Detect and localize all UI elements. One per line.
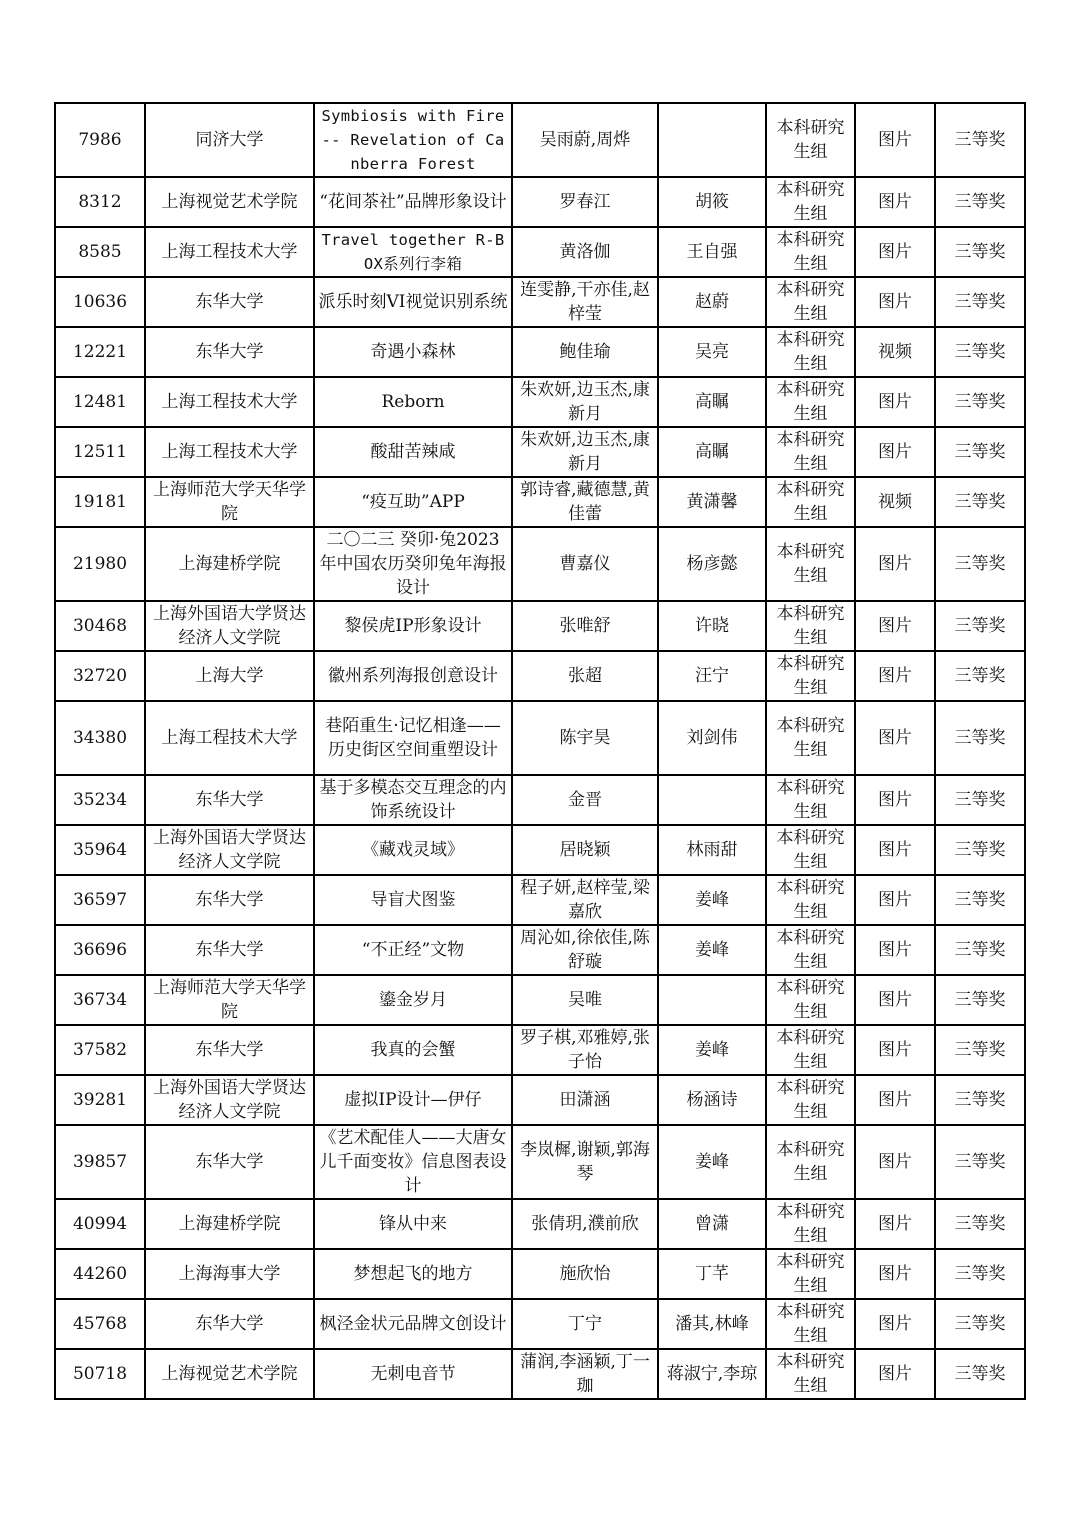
work-id-cell: 37582 <box>55 1025 145 1075</box>
school-cell: 上海建桥学院 <box>145 527 314 601</box>
work-title-cell: 鎏金岁月 <box>314 975 512 1025</box>
work-type-cell: 图片 <box>855 427 935 477</box>
table-body <box>55 103 1025 1399</box>
school-cell: 同济大学 <box>145 103 314 177</box>
authors-cell: 丁宁 <box>512 1299 658 1349</box>
work-type-cell: 图片 <box>855 875 935 925</box>
work-type-cell: 图片 <box>855 651 935 701</box>
work-type-cell: 图片 <box>855 1125 935 1199</box>
authors-cell: 程子妍,赵梓莹,梁嘉欣 <box>512 875 658 925</box>
advisor-cell: 丁芊 <box>658 1249 766 1299</box>
table-row <box>55 775 1025 825</box>
work-type-cell: 图片 <box>855 925 935 975</box>
table-row <box>55 103 1025 177</box>
work-id-cell: 36597 <box>55 875 145 925</box>
work-title-cell: Reborn <box>314 377 512 427</box>
work-id-cell: 32720 <box>55 651 145 701</box>
school-cell: 东华大学 <box>145 925 314 975</box>
table-row <box>55 1349 1025 1399</box>
work-type-cell: 图片 <box>855 825 935 875</box>
work-id-cell: 44260 <box>55 1249 145 1299</box>
group-cell: 本科研究生组 <box>766 825 855 875</box>
advisor-cell: 高瞩 <box>658 427 766 477</box>
work-id-cell: 36734 <box>55 975 145 1025</box>
table-row <box>55 477 1025 527</box>
school-cell: 上海建桥学院 <box>145 1199 314 1249</box>
work-id-cell: 7986 <box>55 103 145 177</box>
work-title-cell: 梦想起飞的地方 <box>314 1249 512 1299</box>
award-cell: 三等奖 <box>935 1075 1025 1125</box>
advisor-cell <box>658 975 766 1025</box>
advisor-cell: 姜峰 <box>658 875 766 925</box>
award-table <box>54 102 1026 1400</box>
group-cell: 本科研究生组 <box>766 775 855 825</box>
work-id-cell: 36696 <box>55 925 145 975</box>
work-id-cell: 35234 <box>55 775 145 825</box>
advisor-cell: 杨彦懿 <box>658 527 766 601</box>
work-title-cell: 奇遇小森林 <box>314 327 512 377</box>
work-id-cell: 39857 <box>55 1125 145 1199</box>
school-cell: 东华大学 <box>145 775 314 825</box>
advisor-cell: 刘剑伟 <box>658 701 766 775</box>
work-title-cell: “不正经”文物 <box>314 925 512 975</box>
group-cell: 本科研究生组 <box>766 1299 855 1349</box>
school-cell: 东华大学 <box>145 327 314 377</box>
advisor-cell: 姜峰 <box>658 925 766 975</box>
group-cell: 本科研究生组 <box>766 227 855 277</box>
group-cell: 本科研究生组 <box>766 377 855 427</box>
work-title-cell: 锋从中来 <box>314 1199 512 1249</box>
table-row <box>55 1025 1025 1075</box>
school-cell: 上海大学 <box>145 651 314 701</box>
award-cell: 三等奖 <box>935 701 1025 775</box>
authors-cell: 罗春江 <box>512 177 658 227</box>
work-id-cell: 8585 <box>55 227 145 277</box>
group-cell: 本科研究生组 <box>766 177 855 227</box>
school-cell: 上海工程技术大学 <box>145 227 314 277</box>
school-cell: 上海外国语大学贤达经济人文学院 <box>145 601 314 651</box>
work-title-cell: 《艺术配佳人——大唐女儿千面变妆》信息图表设计 <box>314 1125 512 1199</box>
group-cell: 本科研究生组 <box>766 427 855 477</box>
work-id-cell: 40994 <box>55 1199 145 1249</box>
work-id-cell: 45768 <box>55 1299 145 1349</box>
table-row <box>55 925 1025 975</box>
award-cell: 三等奖 <box>935 925 1025 975</box>
work-type-cell: 图片 <box>855 775 935 825</box>
work-id-cell: 19181 <box>55 477 145 527</box>
award-cell: 三等奖 <box>935 227 1025 277</box>
table-row <box>55 975 1025 1025</box>
school-cell: 上海视觉艺术学院 <box>145 1349 314 1399</box>
advisor-cell: 姜峰 <box>658 1025 766 1075</box>
work-title-cell: 黎侯虎IP形象设计 <box>314 601 512 651</box>
authors-cell: 施欣怡 <box>512 1249 658 1299</box>
school-cell: 上海师范大学天华学院 <box>145 477 314 527</box>
group-cell: 本科研究生组 <box>766 975 855 1025</box>
award-cell: 三等奖 <box>935 775 1025 825</box>
group-cell: 本科研究生组 <box>766 701 855 775</box>
award-cell: 三等奖 <box>935 601 1025 651</box>
table-row <box>55 327 1025 377</box>
advisor-cell: 许晓 <box>658 601 766 651</box>
group-cell: 本科研究生组 <box>766 103 855 177</box>
table-row <box>55 601 1025 651</box>
group-cell: 本科研究生组 <box>766 601 855 651</box>
work-type-cell: 视频 <box>855 327 935 377</box>
group-cell: 本科研究生组 <box>766 875 855 925</box>
work-title-cell: 无刺电音节 <box>314 1349 512 1399</box>
work-id-cell: 12481 <box>55 377 145 427</box>
award-cell: 三等奖 <box>935 1249 1025 1299</box>
award-cell: 三等奖 <box>935 1025 1025 1075</box>
work-title-cell: 导盲犬图鉴 <box>314 875 512 925</box>
work-id-cell: 34380 <box>55 701 145 775</box>
group-cell: 本科研究生组 <box>766 1125 855 1199</box>
award-cell: 三等奖 <box>935 1299 1025 1349</box>
advisor-cell: 赵蔚 <box>658 277 766 327</box>
group-cell: 本科研究生组 <box>766 925 855 975</box>
school-cell: 东华大学 <box>145 875 314 925</box>
work-title-cell: 《藏戏灵域》 <box>314 825 512 875</box>
authors-cell: 蒲润,李涵颖,丁一珈 <box>512 1349 658 1399</box>
group-cell: 本科研究生组 <box>766 1349 855 1399</box>
award-cell: 三等奖 <box>935 377 1025 427</box>
group-cell: 本科研究生组 <box>766 1025 855 1075</box>
group-cell: 本科研究生组 <box>766 477 855 527</box>
work-id-cell: 12511 <box>55 427 145 477</box>
advisor-cell: 林雨甜 <box>658 825 766 875</box>
table-row <box>55 277 1025 327</box>
award-cell: 三等奖 <box>935 825 1025 875</box>
work-type-cell: 图片 <box>855 527 935 601</box>
table-row <box>55 1075 1025 1125</box>
advisor-cell: 高瞩 <box>658 377 766 427</box>
work-id-cell: 8312 <box>55 177 145 227</box>
work-title-cell: Symbiosis with Fire -- Revelation of Canberra Forest <box>314 103 512 177</box>
authors-cell: 吴唯 <box>512 975 658 1025</box>
authors-cell: 朱欢妍,边玉杰,康新月 <box>512 377 658 427</box>
table-row <box>55 1249 1025 1299</box>
work-type-cell: 图片 <box>855 227 935 277</box>
work-title-cell: 我真的会蟹 <box>314 1025 512 1075</box>
school-cell: 上海外国语大学贤达经济人文学院 <box>145 825 314 875</box>
group-cell: 本科研究生组 <box>766 651 855 701</box>
award-cell: 三等奖 <box>935 327 1025 377</box>
work-type-cell: 图片 <box>855 103 935 177</box>
advisor-cell <box>658 775 766 825</box>
authors-cell: 金晋 <box>512 775 658 825</box>
work-type-cell: 图片 <box>855 377 935 427</box>
authors-cell: 朱欢妍,边玉杰,康新月 <box>512 427 658 477</box>
advisor-cell <box>658 103 766 177</box>
work-type-cell: 图片 <box>855 177 935 227</box>
authors-cell: 陈宇昊 <box>512 701 658 775</box>
authors-cell: 周沁如,徐依佳,陈舒璇 <box>512 925 658 975</box>
authors-cell: 张超 <box>512 651 658 701</box>
work-type-cell: 图片 <box>855 601 935 651</box>
authors-cell: 张唯舒 <box>512 601 658 651</box>
advisor-cell: 曾潇 <box>658 1199 766 1249</box>
table-row <box>55 701 1025 775</box>
authors-cell: 郭诗睿,藏德慧,黄佳蕾 <box>512 477 658 527</box>
table-row <box>55 825 1025 875</box>
authors-cell: 罗子棋,邓雅婷,张子怡 <box>512 1025 658 1075</box>
school-cell: 东华大学 <box>145 277 314 327</box>
group-cell: 本科研究生组 <box>766 327 855 377</box>
advisor-cell: 潘其,林峰 <box>658 1299 766 1349</box>
work-id-cell: 21980 <box>55 527 145 601</box>
advisor-cell: 蒋淑宁,李琼 <box>658 1349 766 1399</box>
table-row <box>55 377 1025 427</box>
work-title-cell: 虚拟IP设计—伊仔 <box>314 1075 512 1125</box>
group-cell: 本科研究生组 <box>766 1075 855 1125</box>
award-cell: 三等奖 <box>935 527 1025 601</box>
authors-cell: 居晓颖 <box>512 825 658 875</box>
school-cell: 上海工程技术大学 <box>145 427 314 477</box>
work-title-cell: Travel together R-BOX系列行李箱 <box>314 227 512 277</box>
table-row <box>55 1199 1025 1249</box>
table-row <box>55 527 1025 601</box>
work-id-cell: 12221 <box>55 327 145 377</box>
work-title-cell: 基于多模态交互理念的内饰系统设计 <box>314 775 512 825</box>
award-cell: 三等奖 <box>935 875 1025 925</box>
school-cell: 上海工程技术大学 <box>145 701 314 775</box>
table-row <box>55 177 1025 227</box>
table-row <box>55 1299 1025 1349</box>
work-title-cell: 二〇二三 癸卯·兔2023年中国农历癸卯兔年海报设计 <box>314 527 512 601</box>
work-type-cell: 图片 <box>855 277 935 327</box>
award-cell: 三等奖 <box>935 651 1025 701</box>
work-type-cell: 图片 <box>855 1249 935 1299</box>
work-type-cell: 图片 <box>855 1199 935 1249</box>
authors-cell: 张倩玥,濮前欣 <box>512 1199 658 1249</box>
table-row <box>55 875 1025 925</box>
work-type-cell: 图片 <box>855 701 935 775</box>
award-cell: 三等奖 <box>935 427 1025 477</box>
award-cell: 三等奖 <box>935 177 1025 227</box>
award-cell: 三等奖 <box>935 477 1025 527</box>
table-row <box>55 427 1025 477</box>
award-cell: 三等奖 <box>935 1199 1025 1249</box>
table-row <box>55 227 1025 277</box>
award-cell: 三等奖 <box>935 975 1025 1025</box>
work-id-cell: 39281 <box>55 1075 145 1125</box>
work-id-cell: 10636 <box>55 277 145 327</box>
work-title-cell: 派乐时刻VI视觉识别系统 <box>314 277 512 327</box>
school-cell: 东华大学 <box>145 1025 314 1075</box>
advisor-cell: 吴亮 <box>658 327 766 377</box>
group-cell: 本科研究生组 <box>766 277 855 327</box>
authors-cell: 连雯静,干亦佳,赵梓莹 <box>512 277 658 327</box>
school-cell: 东华大学 <box>145 1125 314 1199</box>
school-cell: 上海师范大学天华学院 <box>145 975 314 1025</box>
school-cell: 上海视觉艺术学院 <box>145 177 314 227</box>
award-cell: 三等奖 <box>935 103 1025 177</box>
work-type-cell: 图片 <box>855 975 935 1025</box>
work-type-cell: 图片 <box>855 1349 935 1399</box>
authors-cell: 鲍佳瑜 <box>512 327 658 377</box>
work-type-cell: 图片 <box>855 1025 935 1075</box>
work-type-cell: 视频 <box>855 477 935 527</box>
school-cell: 上海工程技术大学 <box>145 377 314 427</box>
table-row <box>55 1125 1025 1199</box>
work-type-cell: 图片 <box>855 1299 935 1349</box>
work-id-cell: 35964 <box>55 825 145 875</box>
work-title-cell: “花间茶社”品牌形象设计 <box>314 177 512 227</box>
work-title-cell: 徽州系列海报创意设计 <box>314 651 512 701</box>
advisor-cell: 黄潇馨 <box>658 477 766 527</box>
work-id-cell: 50718 <box>55 1349 145 1399</box>
group-cell: 本科研究生组 <box>766 527 855 601</box>
work-title-cell: “疫互助”APP <box>314 477 512 527</box>
work-title-cell: 酸甜苦辣咸 <box>314 427 512 477</box>
advisor-cell: 胡筱 <box>658 177 766 227</box>
advisor-cell: 王自强 <box>658 227 766 277</box>
award-cell: 三等奖 <box>935 1125 1025 1199</box>
authors-cell: 黄洛伽 <box>512 227 658 277</box>
work-id-cell: 30468 <box>55 601 145 651</box>
authors-cell: 田潇涵 <box>512 1075 658 1125</box>
table-row <box>55 651 1025 701</box>
authors-cell: 曹嘉仪 <box>512 527 658 601</box>
work-type-cell: 图片 <box>855 1075 935 1125</box>
award-cell: 三等奖 <box>935 1349 1025 1399</box>
school-cell: 上海海事大学 <box>145 1249 314 1299</box>
advisor-cell: 姜峰 <box>658 1125 766 1199</box>
authors-cell: 李岚樨,谢颖,郭海琴 <box>512 1125 658 1199</box>
school-cell: 上海外国语大学贤达经济人文学院 <box>145 1075 314 1125</box>
advisor-cell: 汪宁 <box>658 651 766 701</box>
work-title-cell: 巷陌重生·记忆相逢——历史街区空间重塑设计 <box>314 701 512 775</box>
group-cell: 本科研究生组 <box>766 1249 855 1299</box>
award-cell: 三等奖 <box>935 277 1025 327</box>
work-title-cell: 枫泾金状元品牌文创设计 <box>314 1299 512 1349</box>
advisor-cell: 杨涵诗 <box>658 1075 766 1125</box>
group-cell: 本科研究生组 <box>766 1199 855 1249</box>
school-cell: 东华大学 <box>145 1299 314 1349</box>
authors-cell: 吴雨蔚,周烨 <box>512 103 658 177</box>
